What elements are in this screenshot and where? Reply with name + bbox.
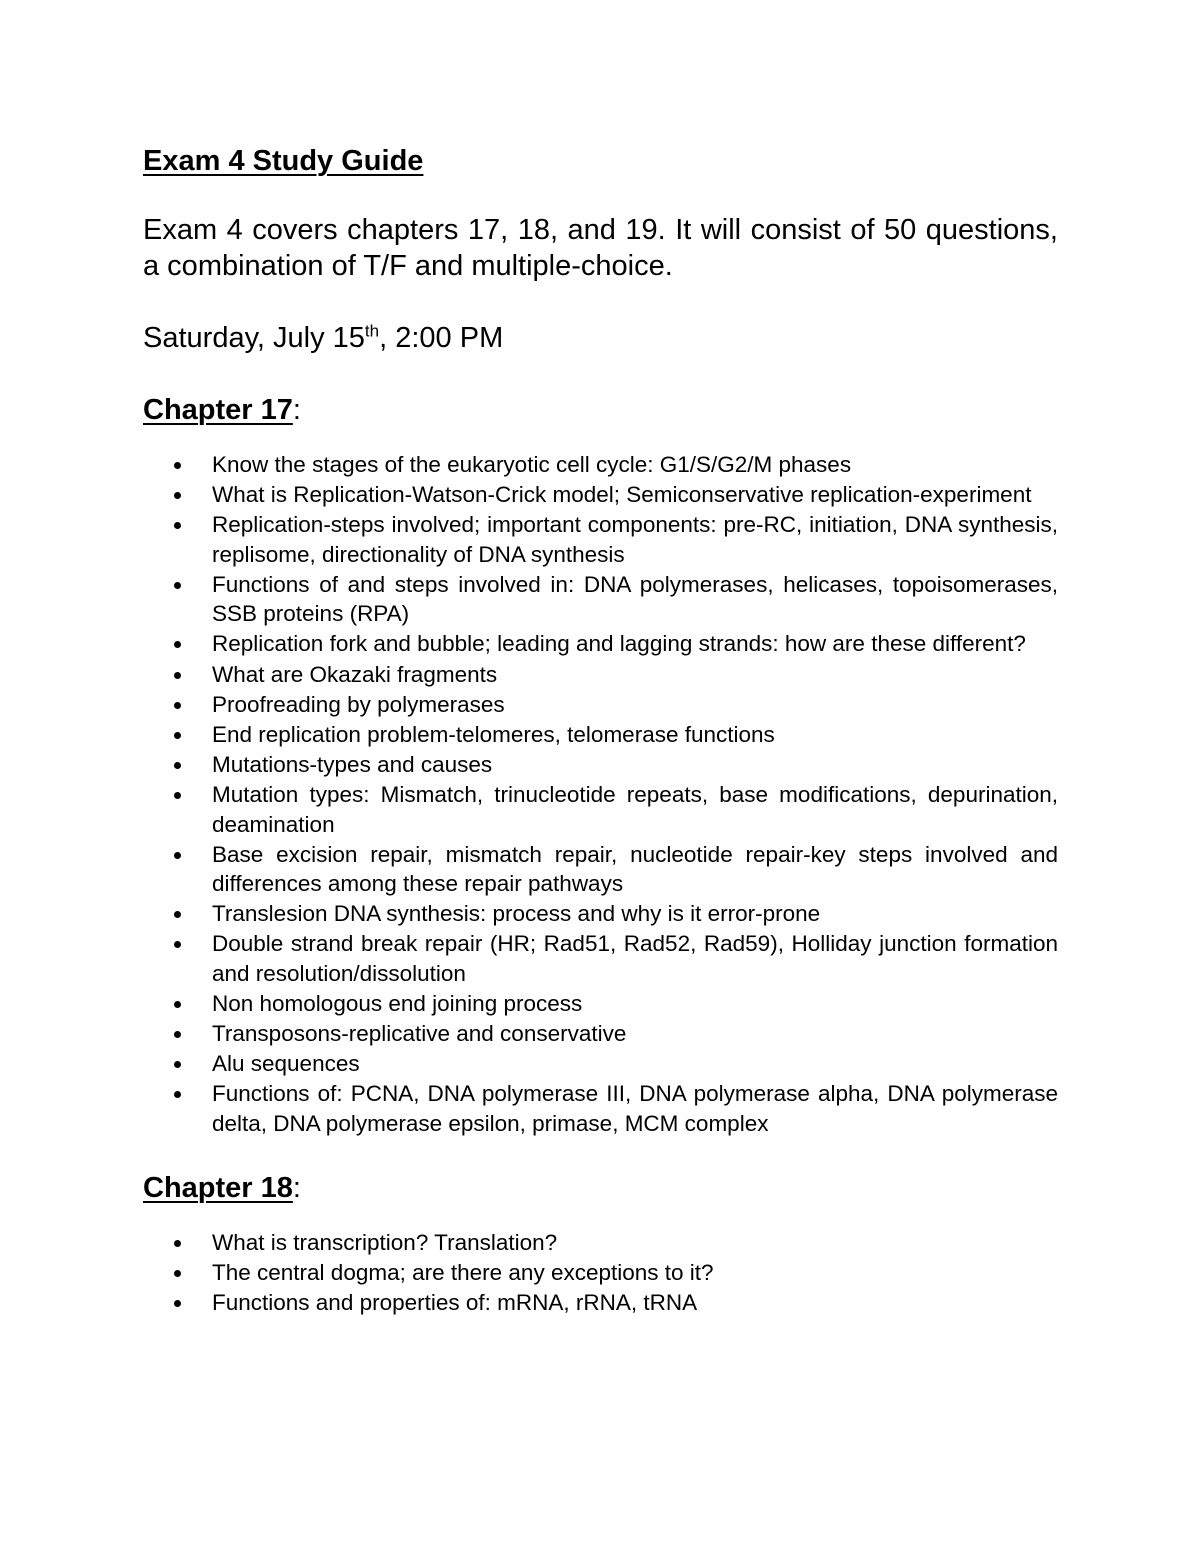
list-item [143,1079,1058,1138]
list-item-text: End replication problem-telomeres, telomerase functions [212,721,775,747]
bullet-icon [174,852,181,859]
list-item-text: What is transcription? Translation? [212,1230,558,1256]
list-item [143,750,1058,779]
bullet-icon [174,1001,181,1008]
list-item [143,1288,1058,1317]
bullet-icon [174,641,181,648]
list-item-text: What is Replication-Watson-Crick model; Semiconservative replication-experiment [212,482,1032,508]
list-item-text: Functions and properties of: mRNA, rRNA, tRNA [212,1290,698,1316]
list-item-text: What are Okazaki fragments [212,661,498,687]
list-item-text: Functions of: PCNA, DNA polymerase III, DNA polymerase alpha, DNA polymerase delta, DNA polymerase epsilon, primase, MCM complex [212,1081,1058,1136]
chapter-18-name: Chapter 18 [143,1172,293,1205]
list-item [143,899,1058,928]
list-item-text: The central dogma; are there any exceptions to it? [212,1260,714,1286]
bullet-icon [174,462,181,469]
list-item-text: Non homologous end joining process [212,990,583,1016]
bullet-icon [174,911,181,918]
bullet-icon [174,582,181,589]
list-item [143,720,1058,749]
list-item-text: Base excision repair, mismatch repair, nucleotide repair-key steps involved and differences among these repair pathways [212,841,1058,897]
chapter-17-colon: : [292,394,301,426]
bullet-icon [174,1240,181,1247]
list-item-text: Functions of and steps involved in: DNA polymerases, helicases, topoisomerases, SSB proteins (RPA) [212,571,1058,627]
exam-date-suffix: , 2:00 PM [379,322,504,354]
chapter-17-list [143,450,1058,1138]
bullet-icon [174,702,181,709]
list-item-text: Translesion DNA synthesis: process and why is it error-prone [212,901,821,927]
chapter-17-heading [143,390,1058,430]
chapter-18-heading [143,1168,1058,1208]
bullet-icon [174,672,181,679]
chapter-18-list [143,1228,1058,1318]
list-item [143,780,1058,839]
list-item [143,1258,1058,1287]
exam-date [143,320,1058,356]
list-item [143,450,1058,479]
intro-paragraph: Exam 4 covers chapters 17, 18, and 19. It will consist of 50 questions, a combination of T/F and multiple-choice. [143,214,1058,282]
bullet-icon [174,492,181,499]
list-item [143,1049,1058,1078]
document-page [143,140,1058,1319]
list-item [143,989,1058,1018]
bullet-icon [174,792,181,799]
bullet-icon [174,1300,181,1307]
list-item-text: Transposons-replicative and conservative [212,1021,627,1047]
list-item [143,1228,1058,1257]
list-item [143,1019,1058,1048]
list-item-text: Mutations-types and causes [212,752,493,778]
chapter-18-colon: : [292,1172,301,1205]
list-item-text: Proofreading by polymerases [212,691,505,717]
bullet-icon [174,941,181,948]
bullet-icon [174,762,181,769]
list-item-text: Replication fork and bubble; leading and lagging strands: how are these different? [212,631,1026,657]
bullet-icon [174,732,181,739]
chapter-17-name: Chapter 17 [143,394,293,426]
list-item [143,480,1058,509]
bullet-icon [174,522,181,529]
list-item-text: Double strand break repair (HR; Rad51, Rad52, Rad59), Holliday junction formation and resolution/dissolution [212,931,1058,986]
list-item [143,690,1058,719]
list-item [143,510,1058,569]
list-item-text: Replication-steps involved; important components: pre-RC, initiation, DNA synthesis, replisome, directionality of DNA synthesis [212,512,1058,567]
list-item [143,929,1058,988]
bullet-icon [174,1031,181,1038]
bullet-icon [174,1270,181,1277]
list-item-text: Alu sequences [212,1051,360,1077]
page-title: Exam 4 Study Guide [143,145,424,177]
list-item [143,629,1058,658]
bullet-icon [174,1091,181,1098]
list-item-text: Know the stages of the eukaryotic cell cycle: G1/S/G2/M phases [212,452,852,477]
list-item [143,570,1058,629]
exam-date-superscript: th [364,321,380,341]
exam-date-prefix: Saturday, July 15 [143,322,365,354]
bullet-icon [174,1061,181,1068]
list-item-text: Mutation types: Mismatch, trinucleotide repeats, base modifications, depurination, deamination [212,782,1058,837]
list-item [143,840,1058,899]
list-item [143,660,1058,689]
